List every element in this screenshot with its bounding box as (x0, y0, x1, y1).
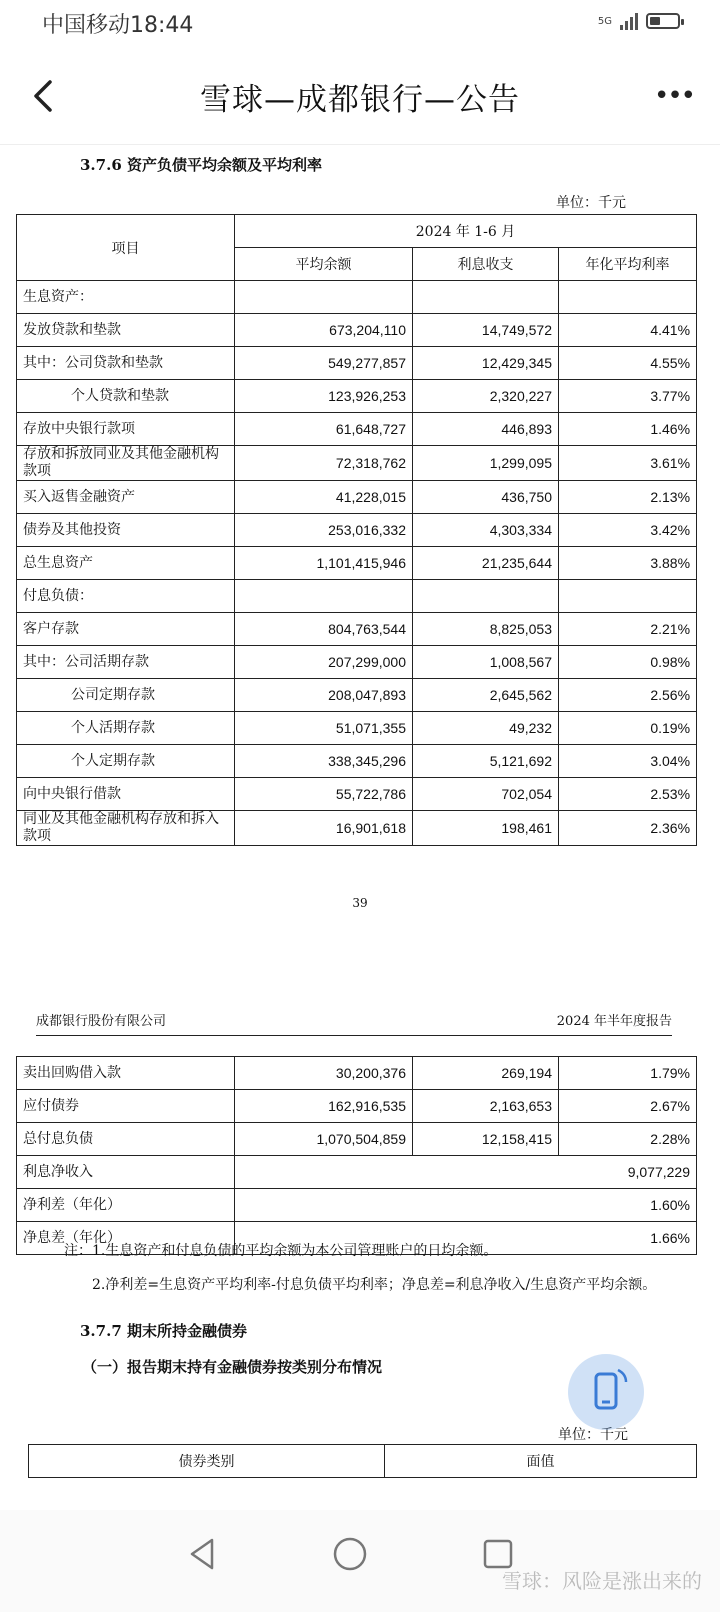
rate-cell: 2.36% (559, 811, 697, 846)
nav-back-button[interactable] (182, 1534, 222, 1574)
table-row (17, 347, 697, 380)
rate-cell: 1.79% (559, 1057, 697, 1090)
interest-cell (413, 281, 559, 314)
rate-cell: 2.21% (559, 613, 697, 646)
rate-cell: 2.56% (559, 679, 697, 712)
interest-cell: 2,163,653 (413, 1090, 559, 1123)
avg-balance-cell (235, 281, 413, 314)
table-row (17, 514, 697, 547)
interest-cell: 446,893 (413, 413, 559, 446)
row-label: 利息净收入 (17, 1156, 235, 1189)
table-row (17, 413, 697, 446)
table-row (17, 745, 697, 778)
row-label: 买入返售金融资产 (17, 481, 235, 514)
avg-balance-cell: 673,204,110 (235, 314, 413, 347)
avg-balance-cell: 804,763,544 (235, 613, 413, 646)
rate-cell (559, 580, 697, 613)
merged-value-cell: 1.66% (235, 1222, 697, 1255)
avg-balance-cell: 208,047,893 (235, 679, 413, 712)
avg-balance-cell: 549,277,857 (235, 347, 413, 380)
table-row (17, 281, 697, 314)
avg-balance-cell: 207,299,000 (235, 646, 413, 679)
status-icons (598, 12, 680, 30)
nav-home-button[interactable] (330, 1534, 370, 1574)
table-row (17, 314, 697, 347)
avg-balance-cell: 72,318,762 (235, 446, 413, 481)
rate-cell: 3.61% (559, 446, 697, 481)
avg-balance-cell (235, 580, 413, 613)
table-row (17, 1090, 697, 1123)
row-label: 总付息负债 (17, 1123, 235, 1156)
status-bar (0, 0, 720, 48)
rate-cell: 3.77% (559, 380, 697, 413)
table-row (17, 679, 697, 712)
rate-cell: 0.98% (559, 646, 697, 679)
section-3-7-6-heading: 3.7.6 资产负债平均余额及平均利率 (80, 156, 322, 174)
circle-home-icon (330, 1534, 370, 1574)
interest-cell: 12,429,345 (413, 347, 559, 380)
avg-balance-cell: 16,901,618 (235, 811, 413, 846)
avg-balance-cell: 61,648,727 (235, 413, 413, 446)
avg-balance-cell: 162,916,535 (235, 1090, 413, 1123)
interest-cell: 1,299,095 (413, 446, 559, 481)
row-label: 存放和拆放同业及其他金融机构款项 (17, 446, 235, 481)
table-row (17, 380, 697, 413)
row-label: 发放贷款和垫款 (17, 314, 235, 347)
unit-label: 单位：千元 (556, 195, 626, 211)
col-avg-header: 平均余额 (235, 248, 413, 281)
row-label: 个人活期存款 (17, 712, 235, 745)
avg-balance-cell: 41,228,015 (235, 481, 413, 514)
row-label: 卖出回购借入款 (17, 1057, 235, 1090)
rate-cell: 2.67% (559, 1090, 697, 1123)
rate-cell: 2.13% (559, 481, 697, 514)
report-name: 2024 年半年度报告 (556, 1014, 672, 1029)
rate-cell (559, 281, 697, 314)
title-bar (0, 48, 720, 145)
triangle-back-icon (182, 1534, 222, 1574)
signal-icon (620, 12, 638, 30)
interest-cell: 14,749,572 (413, 314, 559, 347)
interest-cell: 2,320,227 (413, 380, 559, 413)
row-label: 向中央银行借款 (17, 778, 235, 811)
unit-label-2: 单位：千元 (558, 1427, 628, 1443)
avg-balance-table-continued (16, 1056, 697, 1255)
col-int-header: 利息收支 (413, 248, 559, 281)
table-row (17, 613, 697, 646)
row-label: 债券及其他投资 (17, 514, 235, 547)
interest-cell: 12,158,415 (413, 1123, 559, 1156)
col-bond-type-header: 债券类别 (29, 1445, 385, 1478)
interest-cell: 269,194 (413, 1057, 559, 1090)
row-label: 个人定期存款 (17, 745, 235, 778)
interest-cell: 5,121,692 (413, 745, 559, 778)
merged-value-cell: 9,077,229 (235, 1156, 697, 1189)
row-label: 客户存款 (17, 613, 235, 646)
interest-cell: 702,054 (413, 778, 559, 811)
interest-cell: 1,008,567 (413, 646, 559, 679)
more-options-button[interactable] (654, 78, 694, 114)
table-row (17, 446, 697, 481)
row-label: 净息差（年化） (17, 1222, 235, 1255)
row-label: 其中：公司贷款和垫款 (17, 347, 235, 380)
rate-cell: 3.04% (559, 745, 697, 778)
rate-cell: 4.55% (559, 347, 697, 380)
table-row (17, 1189, 697, 1222)
interest-cell: 198,461 (413, 811, 559, 846)
period-header: 2024 年 1-6 月 (235, 215, 697, 248)
more-icon: ••• (654, 81, 695, 111)
rate-cell: 2.28% (559, 1123, 697, 1156)
avg-balance-cell: 51,071,355 (235, 712, 413, 745)
section-3-7-7-subheading: （一）报告期末持有金融债券按类别分布情况 (82, 1358, 383, 1376)
merged-value-cell: 1.60% (235, 1189, 697, 1222)
note-1: 注：1.生息资产和付息负债的平均余额为本公司管理账户的日均余额。 (64, 1243, 498, 1259)
avg-balance-cell: 55,722,786 (235, 778, 413, 811)
company-name: 成都银行股份有限公司 (36, 1014, 167, 1029)
rate-cell: 1.46% (559, 413, 697, 446)
interest-cell: 2,645,562 (413, 679, 559, 712)
network-type: 5G (597, 15, 612, 27)
table-row (17, 481, 697, 514)
financial-bonds-table (28, 1444, 697, 1478)
rate-cell: 3.42% (559, 514, 697, 547)
table-row (17, 712, 697, 745)
avg-balance-cell: 338,345,296 (235, 745, 413, 778)
row-label: 净利差（年化） (17, 1189, 235, 1222)
row-label: 付息负债： (17, 580, 235, 613)
rate-cell: 0.19% (559, 712, 697, 745)
table-row (17, 1123, 697, 1156)
table-row (17, 646, 697, 679)
table-row (17, 1156, 697, 1189)
col-item-header: 项目 (17, 215, 235, 281)
page-number: 39 (352, 896, 368, 910)
table-row (17, 547, 697, 580)
row-label: 个人贷款和垫款 (17, 380, 235, 413)
row-label: 应付债券 (17, 1090, 235, 1123)
table-row (17, 580, 697, 613)
navigation-bar (0, 1510, 720, 1612)
row-label: 其中：公司活期存款 (17, 646, 235, 679)
rate-cell: 4.41% (559, 314, 697, 347)
avg-balance-cell: 1,101,415,946 (235, 547, 413, 580)
row-label: 生息资产： (17, 281, 235, 314)
row-label: 公司定期存款 (17, 679, 235, 712)
interest-cell: 49,232 (413, 712, 559, 745)
avg-balance-cell: 253,016,332 (235, 514, 413, 547)
table-row (17, 1057, 697, 1090)
interest-cell (413, 580, 559, 613)
rate-cell: 3.88% (559, 547, 697, 580)
interest-cell: 4,303,334 (413, 514, 559, 547)
rate-cell: 2.53% (559, 778, 697, 811)
running-header (36, 1010, 672, 1036)
avg-balance-cell: 123,926,253 (235, 380, 413, 413)
carrier-time: 中国移动18:44 (42, 13, 194, 38)
row-label: 总生息资产 (17, 547, 235, 580)
rotate-phone-icon (568, 1354, 644, 1430)
battery-icon (646, 13, 680, 29)
table-row (17, 811, 697, 846)
col-face-value-header: 面值 (385, 1445, 697, 1478)
section-3-7-7-heading: 3.7.7 期末所持金融债券 (80, 1322, 247, 1340)
row-label: 同业及其他金融机构存放和拆入款项 (17, 811, 235, 846)
interest-cell: 436,750 (413, 481, 559, 514)
avg-balance-cell: 30,200,376 (235, 1057, 413, 1090)
page-title: 雪球—成都银行—公告 (200, 82, 520, 118)
avg-balance-table (16, 214, 697, 846)
table-row (17, 778, 697, 811)
note-2: 2.净利差=生息资产平均利率-付息负债平均利率；净息差=利息净收入/生息资产平均余额。 (92, 1277, 657, 1293)
avg-balance-cell: 1,070,504,859 (235, 1123, 413, 1156)
floating-action-button[interactable] (568, 1354, 644, 1430)
col-rate-header: 年化平均利率 (559, 248, 697, 281)
row-label: 存放中央银行款项 (17, 413, 235, 446)
interest-cell: 21,235,644 (413, 547, 559, 580)
interest-cell: 8,825,053 (413, 613, 559, 646)
watermark: 雪球：风险是涨出来的 (502, 1569, 702, 1593)
